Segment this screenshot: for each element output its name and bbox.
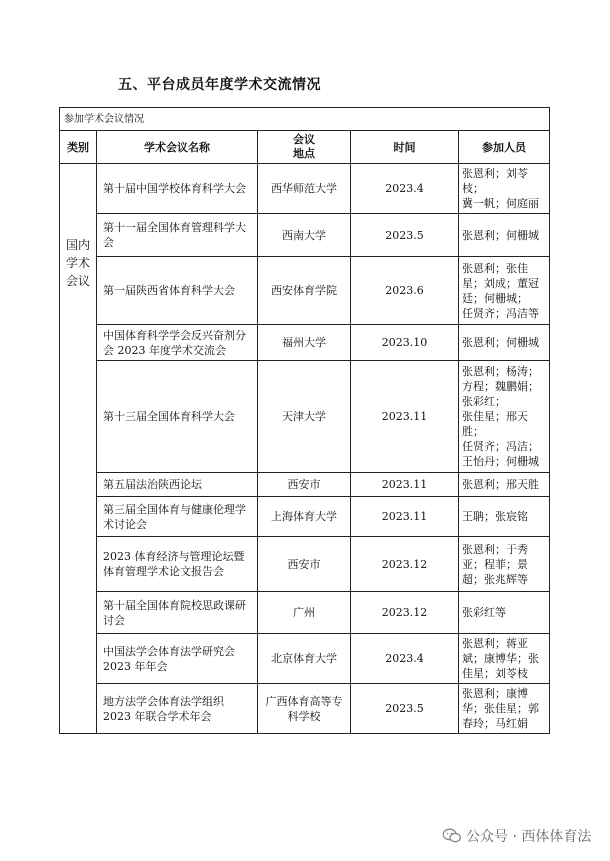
conference-name-cell: 第五届法治陕西论坛 [97,473,258,497]
table-row [60,537,550,592]
header-name: 学术会议名称 [97,131,258,164]
conference-name-cell: 第十届中国学校体育科学大会 [97,164,258,214]
conference-people-cell: 张恩利；何栅城 [459,214,550,257]
conference-name-cell: 第一届陕西省体育科学大会 [97,257,258,325]
table-row [60,257,550,325]
conference-place-cell: 西安市 [258,537,351,592]
conference-place-cell: 上海体育大学 [258,497,351,537]
header-time: 时间 [351,131,459,164]
table-row [60,473,550,497]
conference-people-cell: 张恩利；何栅城 [459,325,550,361]
table-row [60,634,550,684]
wechat-icon [442,828,462,844]
conference-name-cell: 第十一届全国体育管理科学大会 [97,214,258,257]
table-row [60,684,550,734]
conference-time-cell: 2023.4 [351,164,459,214]
section-title: 五、平台成员年度学术交流情况 [118,77,321,93]
conference-place-cell: 福州大学 [258,325,351,361]
conference-name-cell: 第三届全国体育与健康伦理学术讨论会 [97,497,258,537]
conference-time-cell: 2023.6 [351,257,459,325]
conference-time-cell: 2023.10 [351,325,459,361]
header-people: 参加人员 [459,131,550,164]
table-row [60,325,550,361]
conference-time-cell: 2023.11 [351,473,459,497]
conference-name-cell: 2023 体育经济与管理论坛暨体育管理学术论文报告会 [97,537,258,592]
header-place: 会议 地点 [258,131,351,164]
conference-people-cell: 张恩利；刘苓枝； 冀一帆；何庭丽 [459,164,550,214]
conference-place-cell: 广州 [258,592,351,634]
conference-place-cell: 西南大学 [258,214,351,257]
conference-time-cell: 2023.11 [351,497,459,537]
conference-people-cell: 张恩利；杨涛；方程；魏鹏娟；张彩红； 张佳星；邢天胜； 任贤齐；冯洁；王怡丹；何栅城 [459,361,550,473]
conference-people-cell: 张彩红等 [459,592,550,634]
footer-text: 公众号 · 西体体育法 [466,829,592,845]
conference-people-cell: 张恩利；康博华；张佳星；郭春玲；马红娟 [459,684,550,734]
conference-time-cell: 2023.5 [351,684,459,734]
conference-people-cell: 张恩利；张佳星；刘成；董冠廷；何栅城； 任贤齐；冯洁等 [459,257,550,325]
conference-place-cell: 广西体育高等专科学校 [258,684,351,734]
conference-time-cell: 2023.11 [351,361,459,473]
conference-time-cell: 2023.4 [351,634,459,684]
conference-place-cell: 西华师范大学 [258,164,351,214]
table-row [60,497,550,537]
conference-people-cell: 张恩利；邢天胜 [459,473,550,497]
conference-place-cell: 西安体育学院 [258,257,351,325]
conference-people-cell: 张恩利；于秀亚；程菲；景超；张兆辉等 [459,537,550,592]
table-caption: 参加学术会议情况 [60,108,550,131]
conference-people-cell: 王聃；张宸铭 [459,497,550,537]
conference-people-cell: 张恩利；蒋亚斌；康博华；张佳星；刘苓枝 [459,634,550,684]
conference-time-cell: 2023.12 [351,592,459,634]
footer-watermark [442,826,591,846]
conference-time-cell: 2023.5 [351,214,459,257]
table-row [60,361,550,473]
table-row [60,164,550,214]
table-header-row [60,131,550,164]
conference-place-cell: 天津大学 [258,361,351,473]
category-cell: 国内 学术 会议 [60,164,97,734]
conference-name-cell: 第十届全国体育院校思政课研讨会 [97,592,258,634]
table-row [60,592,550,634]
header-category: 类别 [60,131,97,164]
conference-time-cell: 2023.12 [351,537,459,592]
conference-name-cell: 中国法学会体育法学研究会 2023 年年会 [97,634,258,684]
conference-table [59,107,550,734]
conference-place-cell: 北京体育大学 [258,634,351,684]
conference-name-cell: 地方法学会体育法学组织 2023 年联合学术年会 [97,684,258,734]
conference-name-cell: 中国体育科学学会反兴奋剂分会 2023 年度学术交流会 [97,325,258,361]
table-row [60,214,550,257]
conference-name-cell: 第十三届全国体育科学大会 [97,361,258,473]
conference-place-cell: 西安市 [258,473,351,497]
